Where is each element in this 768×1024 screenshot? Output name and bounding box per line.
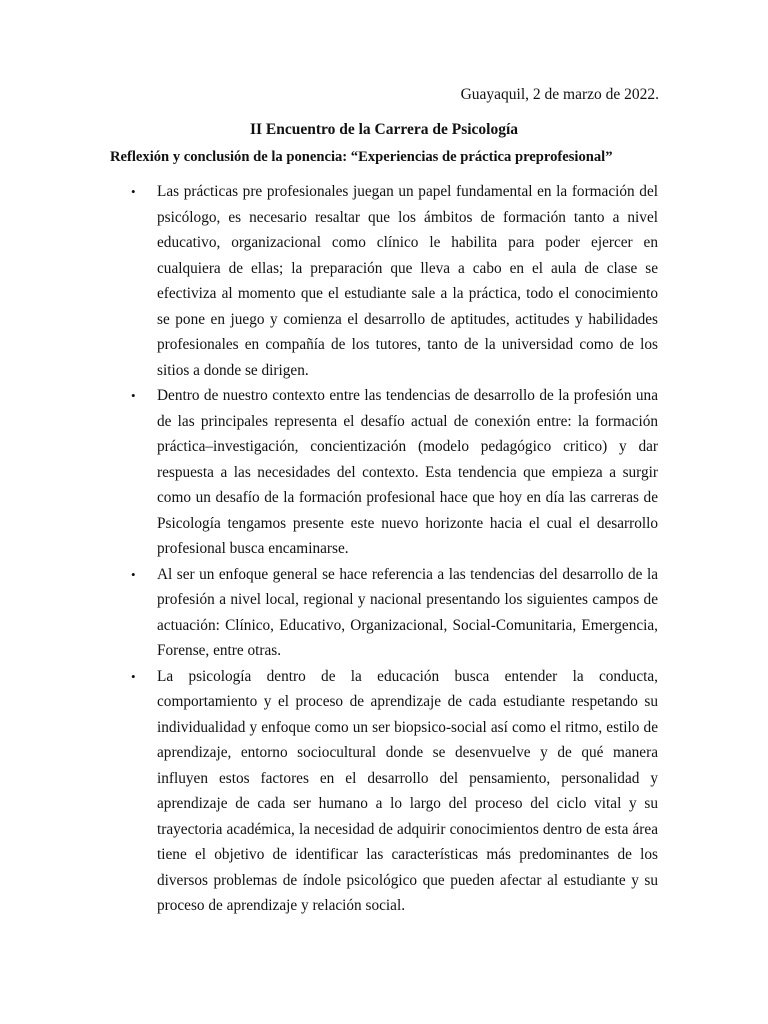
bullet-item [110, 562, 658, 664]
document-subtitle: Reflexión y conclusión de la ponencia: “Experiencias de práctica preprofesional” [110, 149, 613, 165]
bullet-item [110, 664, 658, 919]
bullet-icon: • [131, 668, 136, 684]
bullet-icon: • [131, 566, 136, 582]
bullet-text: Las prácticas pre profesionales juegan un papel fundamental en la formación del psicólogo, es necesario resaltar que los ámbitos de formación tanto a nivel educativo, organizacional como clínico le habilita para poder ejercer en cualquiera de ellas; la preparación que lleva a cabo en el aula de clase se efectiviza al momento que el estudiante sale a la práctica, todo el conocimiento se pone en juego y comienza el desarrollo de aptitudes, actitudes y habilidades profesionales en compañía de los tutores, tanto de la universidad como de los sitios a donde se dirigen. [157, 183, 658, 379]
bullet-list [110, 179, 658, 919]
bullet-text: Dentro de nuestro contexto entre las tendencias de desarrollo de la profesión una de las principales representa el desafío actual de conexión entre: la formación práctica–investigación, concientización (modelo pedagógico critico) y dar respuesta a las necesidades del contexto. Esta tendencia que empieza a surgir como un desafío de la formación profesional hace que hoy en día las carreras de Psicología tengamos presente este nuevo horizonte hacia el cual el desarrollo profesional busca encaminarse. [157, 387, 658, 557]
bullet-item [110, 383, 658, 562]
bullet-text: Al ser un enfoque general se hace referencia a las tendencias del desarrollo de la profesión a nivel local, regional y nacional presentando los siguientes campos de actuación: Clínico, Educativo, Organizacional, Social-Comunitaria, Emergencia, Forense, entre otras. [157, 565, 658, 659]
bullet-icon: • [131, 388, 136, 403]
bullet-text: La psicología dentro de la educación busca entender la conducta, comportamiento y el proceso de aprendizaje de cada estudiante respetando su individualidad y enfoque como un ser biopsico-social así como el ritmo, estilo de aprendizaje, entorno sociocultural donde se desenvuelve y de qué manera influyen estos factores en el desarrollo del pensamiento, personalidad y aprendizaje de cada ser humano a lo largo del proceso del ciclo vital y su trayectoria académica, la necesidad de adquirir conocimientos dentro de esta área tiene el objetivo de identificar las características más predominantes de los diversos problemas de índole psicológico que pueden afectar al estudiante y su proceso de aprendizaje y relación social. [157, 667, 658, 914]
bullet-item [110, 179, 658, 383]
bullet-icon: • [131, 184, 136, 199]
document-title: II Encuentro de la Carrera de Psicología [249, 121, 519, 138]
document-date: Guayaquil, 2 de marzo de 2022. [460, 86, 659, 103]
